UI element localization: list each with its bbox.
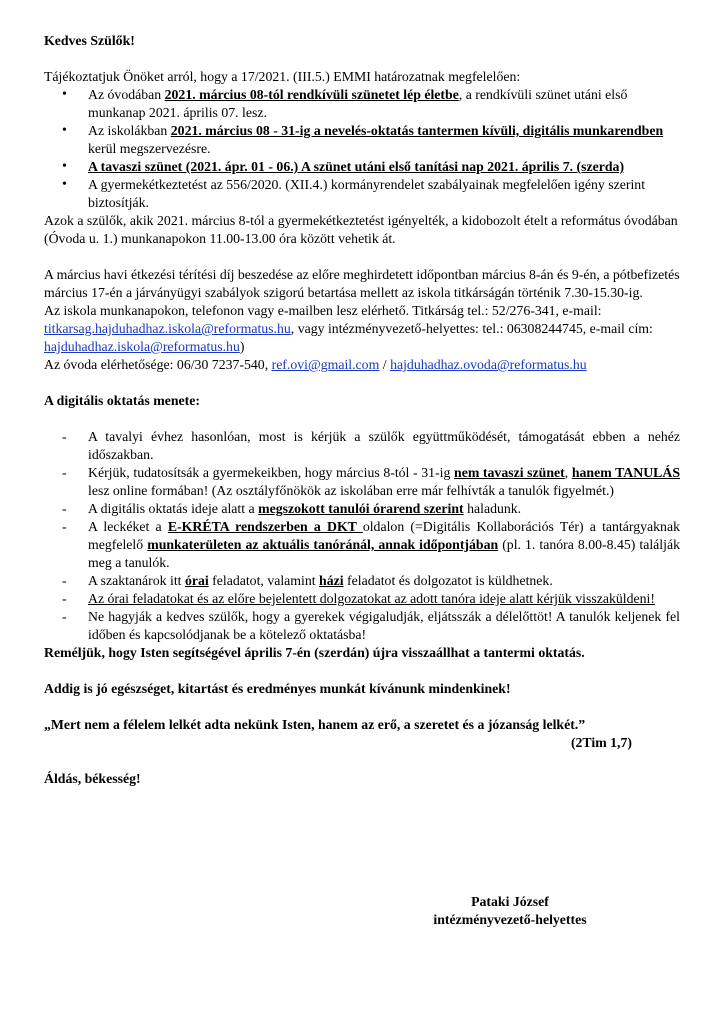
signer-title: intézményvezető-helyettes	[433, 912, 587, 927]
list-item: - A szaktanárok itt órai feladatot, valamint házi feladatot és dolgozatot is küldhetnek.	[88, 572, 680, 590]
list-item: - Ne hagyják a kedves szülők, hogy a gyerekek végigaludják, eljátsszák a délelőttöt! A tanulók keljenek fel időben és kapcsolódjanak be a kötelező oktatásba!	[88, 608, 680, 644]
letter-body	[44, 32, 680, 788]
blessing: Áldás, békesség!	[44, 771, 141, 786]
greeting: Kedves Szülők!	[44, 33, 135, 48]
intro-paragraph: Tájékoztatjuk Önöket arról, hogy a 17/2021. (III.5.) EMMI határozatnak megfelelően:	[44, 69, 521, 84]
list-item: • Az iskolákban 2021. március 08 - 31-ig a nevelés-oktatás tantermen kívüli, digitális munkarendben kerül megszervezésre.	[88, 122, 680, 158]
announcement-list	[44, 86, 680, 212]
list-item: - A tavalyi évhez hasonlóan, most is kérjük a szülők együttműködését, támogatását ebben a nehéz időszakban.	[88, 428, 680, 464]
wishes-paragraph: Addig is jó egészséget, kitartást és eredményes munkát kívánunk mindenkinek!	[44, 681, 511, 696]
contact-paragraph: Az iskola munkanapokon, telefonon vagy e-mailben lesz elérhető. Titkárság tel.: 52/276-341, e-mail: titkarsag.hajduhadhaz.iskola@reformatus.hu, vagy intézményvezető-helyettes: tel.: 06308244745, e-mail cím: hajduhadhaz.iskola@reformatus.hu)	[44, 303, 653, 354]
signer-name: Pataki József	[471, 894, 549, 909]
list-item: - A leckéket a E-KRÉTA rendszerben a DKT oldalon (=Digitális Kollaborációs Tér) a tantárgyaknak megfelelő munkaterületen az aktuális tanóránál, annak időpontjában (pl. 1. tanóra 8.00-8.45) találják meg a tanulók.	[88, 518, 680, 572]
bible-quote: „Mert nem a félelem lelkét adta nekünk Isten, hanem az erő, a szeretet és a józanság lelkét.”	[44, 717, 586, 732]
list-item: - A digitális oktatás ideje alatt a megszokott tanulói órarend szerint haladunk.	[88, 500, 680, 518]
digital-heading: A digitális oktatás menete:	[44, 393, 200, 408]
hope-paragraph: Reméljük, hogy Isten segítségével április 7-én (szerdán) újra visszaállhat a tantermi oktatás.	[44, 645, 585, 660]
list-item: - Az órai feladatokat és az előre bejelentett dolgozatokat az adott tanóra ideje alatt kérjük visszaküldeni!	[88, 590, 680, 608]
digital-list	[44, 428, 680, 644]
fee-paragraph: A március havi étkezési térítési díj beszedése az előre meghirdetett időpontban március 8-án és 9-én, a pótbefizetés március 17-én a járványügyi szabályok szigorú betartása mellett az iskola titkárságán történik 7.30-15.30-ig.	[44, 267, 680, 300]
kindergarten-contact: Az óvoda elérhetősége: 06/30 7237-540, ref.ovi@gmail.com / hajduhadhaz.ovoda@reformatus.hu	[44, 357, 587, 372]
meals-paragraph: Azok a szülők, akik 2021. március 8-tól a gyermekétkeztetést igényelték, a kidobozolt ételt a református óvodában (Óvoda u. 1.) munkanapokon 11.00-13.00 óra között vehetik át.	[44, 213, 678, 246]
bible-reference: (2Tim 1,7)	[570, 735, 632, 750]
signature-block	[410, 893, 610, 929]
list-item: - Kérjük, tudatosítsák a gyermekeikben, hogy március 8-tól - 31-ig nem tavaszi szünet, hanem TANULÁS lesz online formában! (Az osztályfőnökök az iskolában erre már felhívták a tanulók figyelmét.)	[88, 464, 680, 500]
list-item: • A gyermekétkeztetést az 556/2020. (XII.4.) kormányrendelet szabályainak megfelelően igény szerint biztosítják.	[88, 176, 680, 212]
list-item: • Az óvodában 2021. március 08-tól rendkívüli szünetet lép életbe, a rendkívüli szünet utáni első munkanap 2021. április 07. lesz.	[88, 86, 680, 122]
secretary-email-link[interactable]: titkarsag.hajduhadhaz.iskola@reformatus.hu	[44, 321, 291, 336]
ovi-email-link[interactable]: ref.ovi@gmail.com	[271, 357, 380, 372]
ovoda-email-link[interactable]: hajduhadhaz.ovoda@reformatus.hu	[390, 357, 587, 372]
list-item: • A tavaszi szünet (2021. ápr. 01 - 06.) A szünet utáni első tanítási nap 2021. április 7. (szerda)	[88, 158, 680, 176]
deputy-email-link[interactable]: hajduhadhaz.iskola@reformatus.hu	[44, 339, 240, 354]
